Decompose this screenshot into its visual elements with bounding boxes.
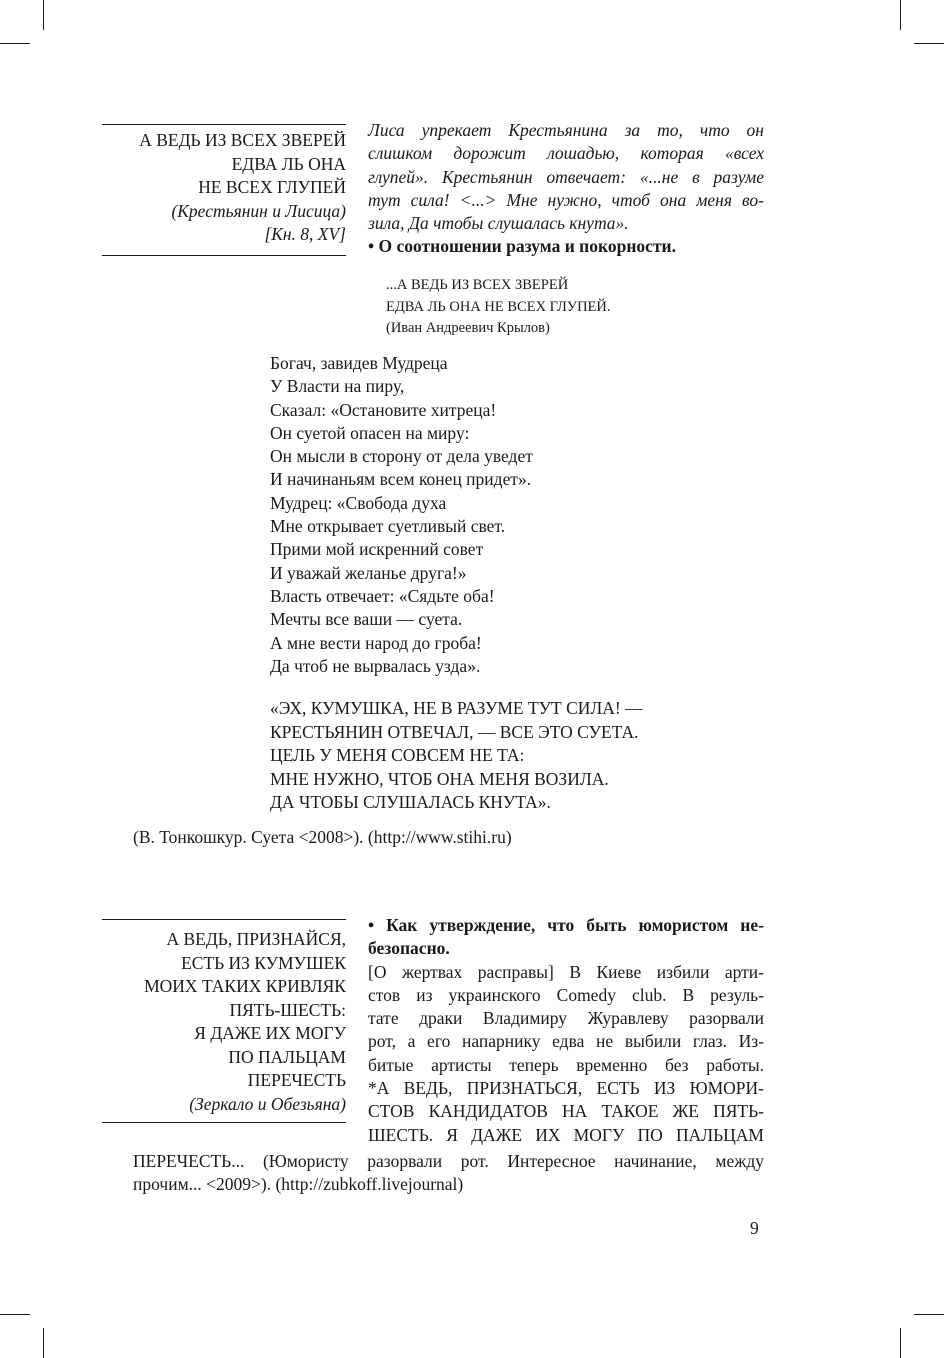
- citation: (В. Тонкошкур. Суета <2008>). (http://www.stihi.ru): [133, 827, 512, 847]
- fable-source: (Крестьянин и Лисица): [171, 200, 346, 221]
- heading-line: Я ДАЖЕ ИХ МОГУ: [194, 1023, 346, 1043]
- continuation-paragraph: [133, 1150, 764, 1197]
- intro-line: глупей». Крестьянин отвечает: «...не в разуме: [368, 166, 764, 187]
- body-line: [О жертвах расправы] В Киеве избили арти-: [368, 961, 764, 982]
- heading-line: А ВЕДЬ, ПРИЗНАЙСЯ,: [166, 929, 346, 949]
- caps-quote: [270, 697, 643, 815]
- bullet-point: • О соотношении разума и покорности.: [368, 236, 676, 257]
- poem-line: И уважай желанье друга!»: [270, 562, 467, 583]
- fable-source: (Зеркало и Обезьяна): [189, 1093, 346, 1114]
- crop-mark: [0, 43, 30, 44]
- fable-reference: [Кн. 8, XV]: [264, 224, 346, 244]
- bullet-point: • Как утверждение, что быть юмористом не-: [368, 915, 764, 935]
- crop-mark: [900, 1328, 901, 1358]
- crop-mark: [900, 0, 901, 30]
- sidebar-heading-1: [104, 124, 346, 256]
- poem: [270, 352, 533, 678]
- section2-body: [368, 914, 764, 1147]
- top-rule: [102, 919, 346, 920]
- poem-line: А мне вести народ до гроба!: [270, 632, 482, 653]
- poem-line: Мечты все ваши — суета.: [270, 609, 463, 630]
- body-line: СТОВ КАНДИДАТОВ НА ТАКОЕ ЖЕ ПЯТЬ-: [368, 1101, 764, 1122]
- body-line: стов из украинского Comedy club. В резуль-: [368, 984, 764, 1005]
- caps-line: КРЕСТЬЯНИН ОТВЕЧАЛ, — ВСЕ ЭТО СУЕТА.: [270, 721, 639, 742]
- heading-line: ЕДВА ЛЬ ОНА: [231, 153, 346, 174]
- intro-paragraph: [368, 119, 764, 259]
- intro-line: Лиса упрекает Крестьянина за то, что он: [368, 120, 764, 140]
- poem-line: Сказал: «Остановите хитреца!: [270, 399, 497, 420]
- intro-line: тут сила! <...> Мне нужно, чтоб она меня во-: [368, 189, 764, 210]
- caps-line: ЦЕЛЬ У МЕНЯ СОВСЕМ НЕ ТА:: [270, 745, 525, 766]
- heading-line: МОИХ ТАКИХ КРИВЛЯК: [144, 976, 346, 996]
- heading-line: ПЕРЕЧЕСТЬ: [247, 1070, 346, 1090]
- poem-line: Власть отвечает: «Сядьте оба!: [270, 585, 495, 606]
- sidebar-heading-2: [104, 919, 346, 1123]
- quote-line: ЕДВА ЛЬ ОНА НЕ ВСЕХ ГЛУПЕЙ.: [386, 298, 611, 315]
- heading-line: ЕСТЬ ИЗ КУМУШЕК: [181, 952, 346, 973]
- intro-line: слишком дорожит лошадью, которая «всех: [368, 143, 764, 164]
- bottom-rule: [102, 1122, 346, 1123]
- top-rule: [102, 124, 346, 125]
- quote-line: ...А ВЕДЬ ИЗ ВСЕХ ЗВЕРЕЙ: [386, 277, 569, 293]
- quote-author: (Иван Андреевич Крылов): [386, 320, 550, 336]
- caps-line: ДА ЧТОБЫ СЛУШАЛАСЬ КНУТА».: [270, 792, 551, 813]
- caps-line: МНЕ НУЖНО, ЧТОБ ОНА МЕНЯ ВОЗИЛА.: [270, 768, 609, 789]
- heading-line: А ВЕДЬ ИЗ ВСЕХ ЗВЕРЕЙ: [139, 130, 346, 150]
- crop-mark: [43, 1328, 44, 1358]
- body-line: рот, а его напарнику едва не выбили глаз. Из-: [368, 1031, 764, 1052]
- body-line: *А ВЕДЬ, ПРИЗНАТЬСЯ, ЕСТЬ ИЗ ЮМОРИ-: [368, 1078, 764, 1099]
- poem-line: Мудрец: «Свобода духа: [270, 492, 447, 513]
- crop-mark: [43, 0, 44, 30]
- poem-line: Да чтоб не вырвалась узда».: [270, 655, 481, 676]
- poem-line: Мне открывает суетливый свет.: [270, 516, 506, 537]
- body-line: ПЕРЕЧЕСТЬ... (Юмористу разорвали рот. Интересное начинание, между: [133, 1151, 764, 1171]
- bullet-point: безопасно.: [368, 938, 450, 959]
- body-line: битые артисты теперь временно без работы.: [368, 1054, 764, 1075]
- crop-mark: [914, 43, 944, 44]
- intro-line: зила, Да чтобы слушалась кнута».: [368, 213, 629, 234]
- caps-line: «ЭХ, КУМУШКА, НЕ В РАЗУМЕ ТУТ СИЛА! —: [270, 698, 643, 718]
- krylov-quote: [386, 275, 611, 340]
- body-line: тате драки Владимиру Журавлеву разорвали: [368, 1008, 764, 1029]
- heading-line: ПО ПАЛЬЦАМ: [228, 1046, 346, 1067]
- bottom-rule: [102, 255, 346, 256]
- poem-line: Он мысли в сторону от дела уведет: [270, 446, 533, 467]
- page-number: 9: [750, 1218, 759, 1238]
- body-line: прочим... <2009>). (http://zubkoff.livejournal): [133, 1174, 464, 1195]
- poem-line: И начинаньям всем конец придет».: [270, 469, 532, 490]
- heading-line: ПЯТЬ-ШЕСТЬ:: [229, 999, 346, 1020]
- heading-line: НЕ ВСЕХ ГЛУПЕЙ: [198, 177, 346, 197]
- poem-line: Прими мой искренний совет: [270, 539, 484, 560]
- poem-line: Богач, завидев Мудреца: [270, 353, 448, 373]
- crop-mark: [914, 1314, 944, 1315]
- poem-line: У Власти на пиру,: [270, 376, 405, 397]
- crop-mark: [0, 1314, 30, 1315]
- poem-line: Он суетой опасен на миру:: [270, 422, 470, 443]
- body-line: ШЕСТЬ. Я ДАЖЕ ИХ МОГУ ПО ПАЛЬЦАМ: [368, 1124, 764, 1145]
